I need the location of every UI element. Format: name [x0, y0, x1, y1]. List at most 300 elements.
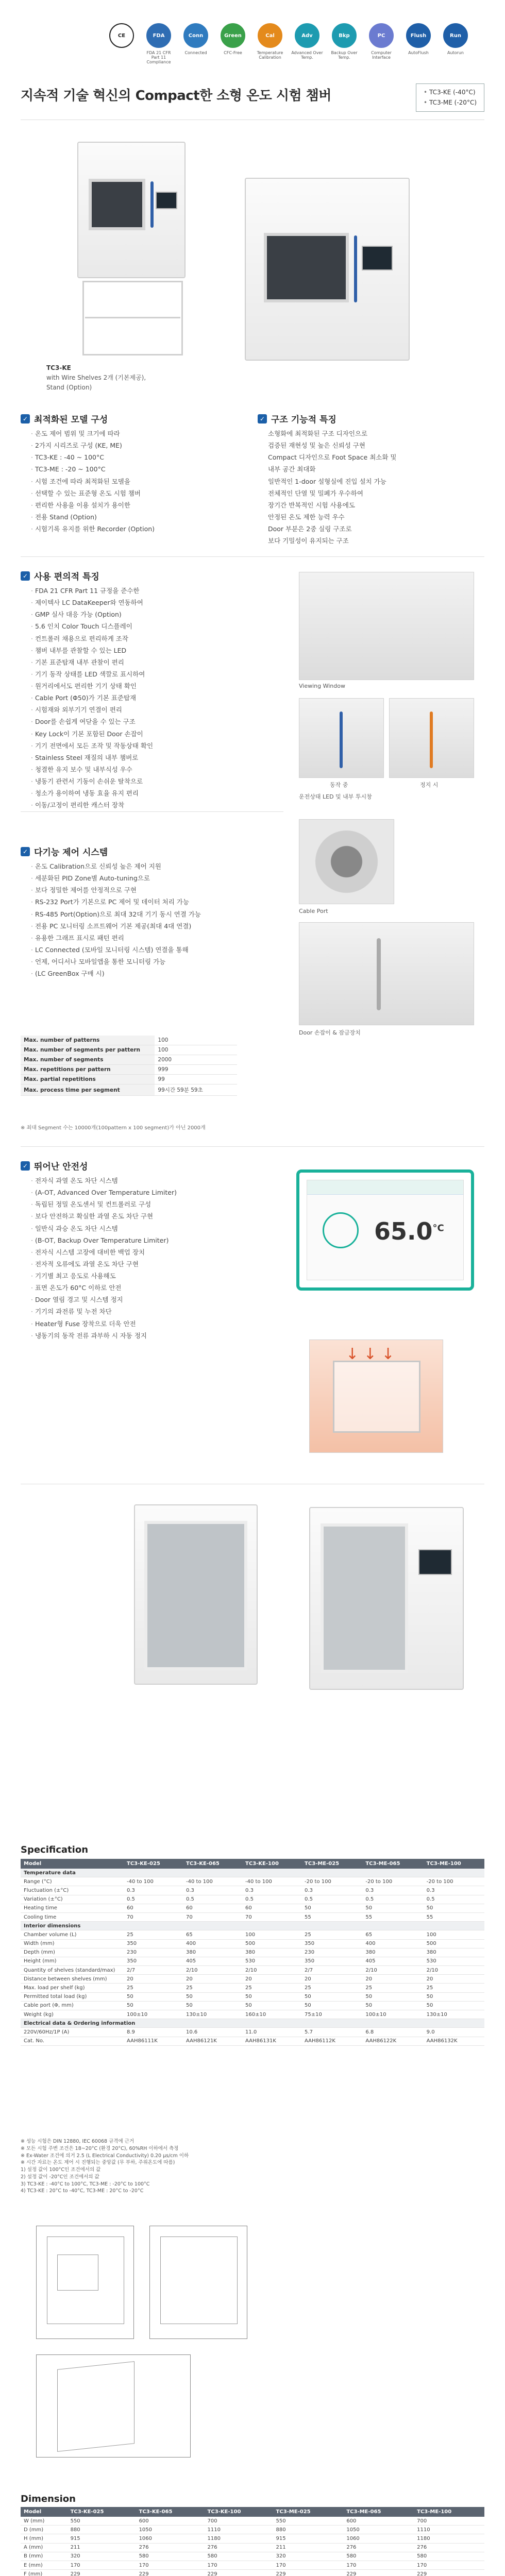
table-cell: 0.5	[124, 1895, 183, 1904]
table-cell: 211	[273, 2543, 344, 2552]
table-row	[21, 1912, 484, 1921]
table-cell: 530	[242, 1957, 301, 1965]
table-cell: 1050	[136, 2526, 205, 2534]
group-title: Interior dimensions	[21, 1922, 484, 1930]
list-item: · 독립된 정밀 온도센서 및 컨트롤러로 구성	[31, 1198, 177, 1210]
table-cell: 25	[362, 1984, 423, 1992]
badge-label: Advanced Over Temp.	[291, 50, 323, 60]
table-row	[21, 2001, 484, 2010]
table-cell: Cat. No.	[21, 2037, 124, 2045]
table-cell: 230	[124, 1948, 183, 1957]
table-row	[21, 1065, 237, 1075]
list-item: · (A-OT, Advanced Over Temperature Limiter)	[31, 1187, 177, 1198]
table-cell: 50	[124, 1992, 183, 2001]
table-cell: AAH86121K	[183, 2037, 242, 2045]
table-cell: 1180	[205, 2534, 273, 2543]
table-cell: 50	[362, 2001, 423, 2010]
table-cell: 276	[343, 2543, 414, 2552]
temperature-calibration-icon: Cal	[258, 23, 282, 48]
spec-note: ※ 시간 자료는 온도 제어 시 진행되는 중앙값 (무 부하, 주위온도에 따름)	[21, 2160, 175, 2166]
table-cell: 2000	[155, 1055, 237, 1065]
autorun-icon: Run	[443, 23, 468, 48]
table-cell: 70	[183, 1912, 242, 1921]
table-cell: 1060	[136, 2534, 205, 2543]
table-cell: 55	[424, 1912, 484, 1921]
led-running-label: 동작 중	[330, 782, 348, 788]
list-item: · 전자식 과열 온도 차단 시스템	[31, 1175, 177, 1187]
spec-table	[21, 1859, 484, 2046]
table-cell: -20 to 100	[424, 1877, 484, 1886]
list-item: · Key Lock이 기본 포함된 Door 손잡이	[31, 728, 153, 740]
table-cell: 170	[414, 2561, 484, 2569]
spec-note: 1) 설정 값이 100°C인 조건에서의 값	[21, 2167, 101, 2173]
table-cell: F (mm)	[21, 2570, 68, 2576]
table-cell: 0.3	[124, 1886, 183, 1895]
list-item: · 챔버 내부를 관찰할 수 있는 LED	[31, 645, 153, 656]
group-row	[21, 1922, 484, 1930]
table-row	[21, 1975, 484, 1984]
table-row	[21, 2517, 484, 2526]
column-header: TC3-ME-065	[362, 1859, 423, 1869]
green-icon: Green	[221, 23, 245, 48]
list-item: · 표면 온도가 60°C 이하로 안전	[31, 1282, 177, 1294]
table-cell: 25	[301, 1984, 362, 1992]
page-title: 지속적 기술 혁신의 Compact한 소형 온도 시험 챔버	[21, 88, 331, 104]
usability-list	[31, 585, 153, 811]
list-item: · 시험기록 유지를 위한 Recorder (Option)	[31, 523, 155, 535]
table-cell: 2/7	[124, 1966, 183, 1975]
table-header-row	[21, 1859, 484, 1869]
table-cell: 276	[205, 2543, 273, 2552]
group-row	[21, 2019, 484, 2028]
table-cell: Quantity of shelves (standard/max)	[21, 1966, 124, 1975]
list-item: · Door 열림 경고 및 시스템 정지	[31, 1294, 177, 1306]
spec-note: ※ 성능 시험은 DIN 12880, IEC 60068 규격에 근거	[21, 2139, 134, 2144]
table-row	[21, 1075, 237, 1084]
section-title: 다기능 제어 시스템	[34, 848, 108, 858]
table-cell: 700	[205, 2517, 273, 2526]
table-cell: 211	[68, 2543, 136, 2552]
list-item: · TC3-ME : -20 ~ 100°C	[31, 463, 155, 475]
chamber-open-me-image	[309, 1507, 464, 1690]
table-cell: 20	[242, 1975, 301, 1984]
table-cell: Fluctuation (±°C)	[21, 1886, 124, 1895]
table-cell: AAH86122K	[362, 2037, 423, 2045]
badge-label: Temperature Calibration	[257, 50, 283, 60]
hero-caption-line: Stand (Option)	[46, 384, 92, 392]
group-title: Electrical data & Ordering information	[21, 2019, 484, 2028]
table-cell: Distance between shelves (mm)	[21, 1975, 124, 1984]
connected-icon: Conn	[183, 23, 208, 48]
list-item: · 전용 Stand (Option)	[31, 511, 155, 523]
section-safety	[21, 1159, 88, 1172]
badge-label: Computer Interface	[371, 50, 392, 60]
list-item: · 컨트롤러 채용으로 편리하게 조작	[31, 633, 153, 645]
pattern-table	[21, 1036, 237, 1096]
table-cell: Permitted total load (kg)	[21, 1992, 124, 2001]
table-cell: 20	[124, 1975, 183, 1984]
table-cell: H (mm)	[21, 2534, 68, 2543]
table-cell: 100±10	[362, 2010, 423, 2019]
table-cell: 20	[183, 1975, 242, 1984]
front-view-drawing	[36, 2226, 134, 2339]
table-cell: 500	[242, 1939, 301, 1948]
table-cell: 0.5	[362, 1895, 423, 1904]
spec-note: 2) 설정 값이 -20°C인 조건에서의 값	[21, 2174, 99, 2180]
section-model-config	[21, 412, 108, 425]
badge	[254, 23, 286, 65]
list-item: · Heater형 Fuse 장착으로 더욱 안전	[31, 1318, 177, 1330]
dimension-table	[21, 2507, 484, 2576]
table-cell: 11.0	[242, 2028, 301, 2037]
list-item: · 청결한 유지 보수 및 내부식성 우수	[31, 764, 153, 775]
fda-icon: FDA	[146, 23, 171, 48]
table-cell: 229	[414, 2570, 484, 2576]
list-item: 장기간 반복적인 시험 사용에도	[268, 501, 355, 509]
chamber-ke-image	[77, 142, 186, 278]
list-item: 내부 공간 최대화	[268, 465, 316, 473]
table-cell: 0.3	[424, 1886, 484, 1895]
table-cell: 10.6	[183, 2028, 242, 2037]
list-item: · GMP 실사 대응 가능 (Option)	[31, 608, 153, 620]
controller-temperature	[374, 1217, 444, 1245]
table-row	[21, 2526, 484, 2534]
table-row	[21, 2552, 484, 2561]
table-row	[21, 2037, 484, 2045]
model-config-list	[31, 428, 155, 535]
hero-caption-model: TC3-KE	[46, 364, 71, 371]
column-header: TC3-ME-100	[424, 1859, 484, 1869]
list-item: · 온도 Calibration으로 신뢰성 높은 제어 지원	[31, 860, 201, 872]
table-row	[21, 2534, 484, 2543]
table-row	[21, 2561, 484, 2569]
list-item: 일반적인 1-door 설형실에 진입 설치 가능	[268, 477, 386, 485]
model-list	[416, 83, 484, 112]
table-cell: Max. number of segments	[21, 1055, 155, 1065]
table-cell: 0.5	[301, 1895, 362, 1904]
spec-note: ※ Ex-Water 조건에 의거 2.5 (L Electrical Conductivity) 0.20 μs/cm 이하	[21, 2153, 189, 2159]
table-cell: 0.3	[242, 1886, 301, 1895]
table-cell: AAH86111K	[124, 2037, 183, 2045]
autoflush-icon: Flush	[406, 23, 431, 48]
badge-label: CFC-Free	[224, 50, 242, 55]
list-item: · 선택할 수 있는 표준형 온도 시험 챔버	[31, 487, 155, 499]
table-row	[21, 1055, 237, 1065]
list-item: · 일반식 과승 온도 차단 시스템	[31, 1223, 177, 1234]
list-item: · 전용 PC 모니터링 소프트웨어 기본 제공(최대 4대 연결)	[31, 920, 201, 932]
table-cell: 50	[183, 1992, 242, 2001]
column-header: TC3-KE-025	[68, 2507, 136, 2517]
badge	[291, 23, 323, 65]
table-row	[21, 1939, 484, 1948]
list-item: · 시험 조건에 따라 최적화된 모델을	[31, 476, 155, 487]
table-header-row	[21, 2507, 484, 2517]
table-row	[21, 1930, 484, 1939]
temperature-unit: °C	[432, 1223, 444, 1234]
table-cell: 2/10	[424, 1966, 484, 1975]
safety-list	[31, 1175, 177, 1342]
table-cell: 100	[242, 1930, 301, 1939]
table-cell: 99	[155, 1075, 237, 1084]
heat-arrows-icon: ↓ ↓ ↓	[346, 1345, 395, 1363]
table-cell: 65	[362, 1930, 423, 1939]
table-cell: 50	[424, 1992, 484, 2001]
table-cell: 276	[414, 2543, 484, 2552]
table-cell: Chamber volume (L)	[21, 1930, 124, 1939]
list-item: · RS-485 Port(Option)으로 최대 32대 기기 동시 연결 가능	[31, 908, 201, 920]
table-cell: 380	[242, 1948, 301, 1957]
model-ke: • TC3-KE (-40°C)	[424, 87, 477, 97]
list-item: · 냉동기의 동작 전류 과부하 시 자동 정지	[31, 1330, 177, 1342]
table-cell: Variation (±°C)	[21, 1895, 124, 1904]
table-cell: 880	[68, 2526, 136, 2534]
advanced-over-temp-icon: Adv	[295, 23, 319, 48]
list-item: · 이동/고정이 편리한 캐스터 장착	[31, 799, 153, 811]
table-cell: 915	[273, 2534, 344, 2543]
table-row	[21, 1084, 237, 1096]
table-cell: 1110	[414, 2526, 484, 2534]
list-item: · FDA 21 CFR Part 11 규정을 준수한	[31, 585, 153, 597]
group-row	[21, 1869, 484, 1877]
control-list	[31, 860, 201, 979]
table-cell: W (mm)	[21, 2517, 68, 2526]
table-cell: 2/10	[362, 1966, 423, 1975]
table-cell: 229	[136, 2570, 205, 2576]
table-row	[21, 2543, 484, 2552]
table-cell: 50	[242, 1992, 301, 2001]
table-cell: 350	[301, 1939, 362, 1948]
table-cell: -20 to 100	[362, 1877, 423, 1886]
model-me: • TC3-ME (-20°C)	[424, 97, 477, 108]
table-cell: Depth (mm)	[21, 1948, 124, 1957]
column-header: TC3-ME-065	[343, 2507, 414, 2517]
table-cell: 550	[68, 2517, 136, 2526]
table-cell: 229	[343, 2570, 414, 2576]
table-row	[21, 1948, 484, 1957]
table-cell: 320	[68, 2552, 136, 2561]
table-cell: Max. process time per segment	[21, 1084, 155, 1096]
hero-caption	[46, 363, 146, 393]
list-item: · 보다 안전하고 확실한 과열 온도 차단 구현	[31, 1210, 177, 1222]
controller-screen	[307, 1180, 464, 1280]
check-icon: ✓	[21, 847, 30, 856]
table-cell: 400	[183, 1939, 242, 1948]
table-cell: Max. load per shelf (kg)	[21, 1984, 124, 1992]
column-header: TC3-ME-025	[273, 2507, 344, 2517]
table-row	[21, 1966, 484, 1975]
dimension-title: Dimension	[21, 2494, 76, 2504]
badge	[106, 23, 138, 65]
table-cell: 380	[424, 1948, 484, 1957]
table-cell: 1180	[414, 2534, 484, 2543]
section-title: 뛰어난 안전성	[34, 1162, 88, 1172]
table-cell: 530	[424, 1957, 484, 1965]
table-cell: 0.3	[301, 1886, 362, 1895]
led-stopped-label: 정지 시	[420, 782, 439, 788]
badge-label: FDA 21 CFR Part 11 Compliance	[146, 50, 171, 65]
divider	[21, 811, 283, 812]
table-cell: 500	[424, 1939, 484, 1948]
table-cell: 160±10	[242, 2010, 301, 2019]
table-cell: 8.9	[124, 2028, 183, 2037]
chamber-sketch-drawing	[36, 2354, 191, 2458]
table-cell: 1050	[343, 2526, 414, 2534]
table-cell: Width (mm)	[21, 1939, 124, 1948]
column-header: TC3-KE-100	[242, 1859, 301, 1869]
viewing-window-caption: Viewing Window	[299, 683, 345, 689]
table-cell: 600	[136, 2517, 205, 2526]
table-cell: 75±10	[301, 2010, 362, 2019]
hero-caption-line: with Wire Shelves 2개 (기본제공),	[46, 374, 146, 382]
table-cell: 350	[301, 1957, 362, 1965]
column-header: TC3-KE-065	[183, 1859, 242, 1869]
list-item: · LC Connected (모바일 모니터링 시스템) 연결을 통해	[31, 944, 201, 956]
table-cell: 25	[242, 1984, 301, 1992]
list-item: · 2가지 시리즈로 구성 (KE, ME)	[31, 439, 155, 451]
table-cell: E (mm)	[21, 2561, 68, 2569]
column-header: TC3-KE-065	[136, 2507, 205, 2517]
table-cell: 405	[362, 1957, 423, 1965]
table-cell: 1060	[343, 2534, 414, 2543]
table-cell: 580	[414, 2552, 484, 2561]
table-cell: 55	[301, 1912, 362, 1921]
table-cell: 220V/60Hz/1P (A)	[21, 2028, 124, 2037]
section-structure	[258, 412, 336, 425]
table-cell: 2/10	[183, 1966, 242, 1975]
list-item: · 보다 정밀한 제어를 안정적으로 구현	[31, 884, 201, 896]
table-cell: 99시간 59분 59초	[155, 1084, 237, 1096]
table-cell: AAH86131K	[242, 2037, 301, 2045]
list-item: · Stainless Steel 재질의 내부 챔버로	[31, 752, 153, 764]
table-cell: 25	[183, 1984, 242, 1992]
table-row	[21, 1984, 484, 1992]
badge	[143, 23, 175, 65]
spec-note: 3) TC3-KE : -40°C to 100°C, TC3-ME : -20°C to 100°C	[21, 2181, 150, 2187]
list-item: 전체적인 단열 및 밀폐가 우수하여	[268, 489, 363, 497]
group-title: Temperature data	[21, 1869, 484, 1877]
certification-badges	[106, 23, 472, 65]
table-cell: Height (mm)	[21, 1957, 124, 1965]
list-item: · 온도 제어 범위 및 크기에 따라	[31, 428, 155, 439]
list-item: · 원거리에서도 편리한 기기 상태 확인	[31, 680, 153, 692]
spec-notes	[21, 2138, 189, 2195]
table-cell: 100	[155, 1036, 237, 1045]
table-cell: 230	[301, 1948, 362, 1957]
table-cell: 60	[183, 1904, 242, 1912]
stand-shelf	[85, 317, 180, 318]
list-item: · 시험재와 외부기기 연결이 편리	[31, 704, 153, 716]
table-cell: 2/7	[301, 1966, 362, 1975]
table-cell: -40 to 100	[183, 1877, 242, 1886]
list-item: 안정된 온도 제한 능력 우수	[268, 513, 345, 521]
table-cell: 50	[424, 2001, 484, 2010]
list-item: · 5.6 인치 Color Touch 디스플레이	[31, 620, 153, 632]
table-cell: Range (°C)	[21, 1877, 124, 1886]
check-icon: ✓	[21, 414, 30, 423]
list-item: · 기본 표준탑재 내부 관찰이 편리	[31, 656, 153, 668]
spec-note: ※ 모든 시험 주변 조건은 18~20°C (환경 20°C), 60%RH 이하에서 측정	[21, 2145, 179, 2151]
table-cell: 25	[124, 1984, 183, 1992]
table-cell: 60	[242, 1904, 301, 1912]
table-cell: 100	[424, 1930, 484, 1939]
table-cell: 170	[205, 2561, 273, 2569]
badge	[365, 23, 397, 65]
list-item: · Cable Port (Φ50)가 기본 표준탑재	[31, 692, 153, 704]
list-item: · 전자식 시스템 고장에 대비한 백업 장치	[31, 1246, 177, 1258]
divider	[21, 556, 484, 557]
table-cell: 600	[343, 2517, 414, 2526]
table-cell: 0.5	[242, 1895, 301, 1904]
table-cell: Cooling time	[21, 1912, 124, 1921]
table-cell: 999	[155, 1065, 237, 1075]
table-cell: 50	[362, 1904, 423, 1912]
table-cell: 350	[124, 1939, 183, 1948]
check-icon: ✓	[258, 414, 267, 423]
door-handle-caption: Door 손잡이 & 잠금장치	[299, 1029, 361, 1036]
list-item: · RS-232 Port가 기본으로 PC 제어 및 데이터 처리 가능	[31, 896, 201, 908]
table-cell: 880	[273, 2526, 344, 2534]
table-cell: -20 to 100	[301, 1877, 362, 1886]
badge	[440, 23, 472, 65]
table-cell: 580	[205, 2552, 273, 2561]
table-cell: 400	[362, 1939, 423, 1948]
table-cell: 405	[183, 1957, 242, 1965]
list-item: · 기기 전면에서 모든 조작 및 작동상태 확인	[31, 740, 153, 752]
table-cell: 0.3	[362, 1886, 423, 1895]
table-cell: 170	[136, 2561, 205, 2569]
table-cell: 320	[273, 2552, 344, 2561]
list-item: · 편리한 사용을 이용 설치가 용이한	[31, 499, 155, 511]
table-cell: 229	[273, 2570, 344, 2576]
column-header: TC3-ME-100	[414, 2507, 484, 2517]
table-cell: 0.5	[424, 1895, 484, 1904]
table-cell: AAH86132K	[424, 2037, 484, 2045]
column-header: TC3-KE-025	[124, 1859, 183, 1869]
table-cell: 5.7	[301, 2028, 362, 2037]
list-item: · 기기별 최고 응도로 사용해도	[31, 1270, 177, 1282]
table-cell: 20	[362, 1975, 423, 1984]
table-cell: 100	[155, 1045, 237, 1055]
table-cell: 60	[124, 1904, 183, 1912]
list-item: · 유용한 그래프 표시로 패턴 편리	[31, 932, 201, 944]
list-item: Door 부분은 2중 실링 구조로	[268, 525, 352, 533]
badge-label: Autorun	[447, 50, 464, 55]
led-running-photo	[299, 698, 384, 778]
table-cell: Cable port (Φ, mm)	[21, 2001, 124, 2010]
table-cell: 229	[205, 2570, 273, 2576]
chamber-open-ke-image	[134, 1504, 258, 1685]
spec-note: 4) TC3-KE : 20°C to -40°C, TC3-ME : 20°C to -20°C	[21, 2188, 144, 2194]
table-cell: 25	[124, 1930, 183, 1939]
column-header: TC3-ME-025	[301, 1859, 362, 1869]
table-cell: AAH86112K	[301, 2037, 362, 2045]
list-item: · 세분화된 PID Zone별 Auto-tuning으로	[31, 872, 201, 884]
table-cell: 20	[301, 1975, 362, 1984]
table-cell: 50	[183, 2001, 242, 2010]
thermometer-icon	[323, 1212, 359, 1248]
door-handle-photo	[299, 922, 474, 1025]
backup-over-temp-icon: Bkp	[332, 23, 357, 48]
table-row	[21, 1886, 484, 1895]
table-cell: Max. partial repetitions	[21, 1075, 155, 1084]
list-item: · 제이텍사 LC DataKeeper와 연동하여	[31, 597, 153, 608]
computer-interface-icon: PC	[369, 23, 394, 48]
table-cell: 0.5	[183, 1895, 242, 1904]
list-item: 보다 기밀성이 유지되는 구조	[268, 537, 349, 545]
table-cell: 25	[301, 1930, 362, 1939]
ce-mark-icon: CE	[109, 23, 134, 48]
table-cell: 380	[183, 1948, 242, 1957]
